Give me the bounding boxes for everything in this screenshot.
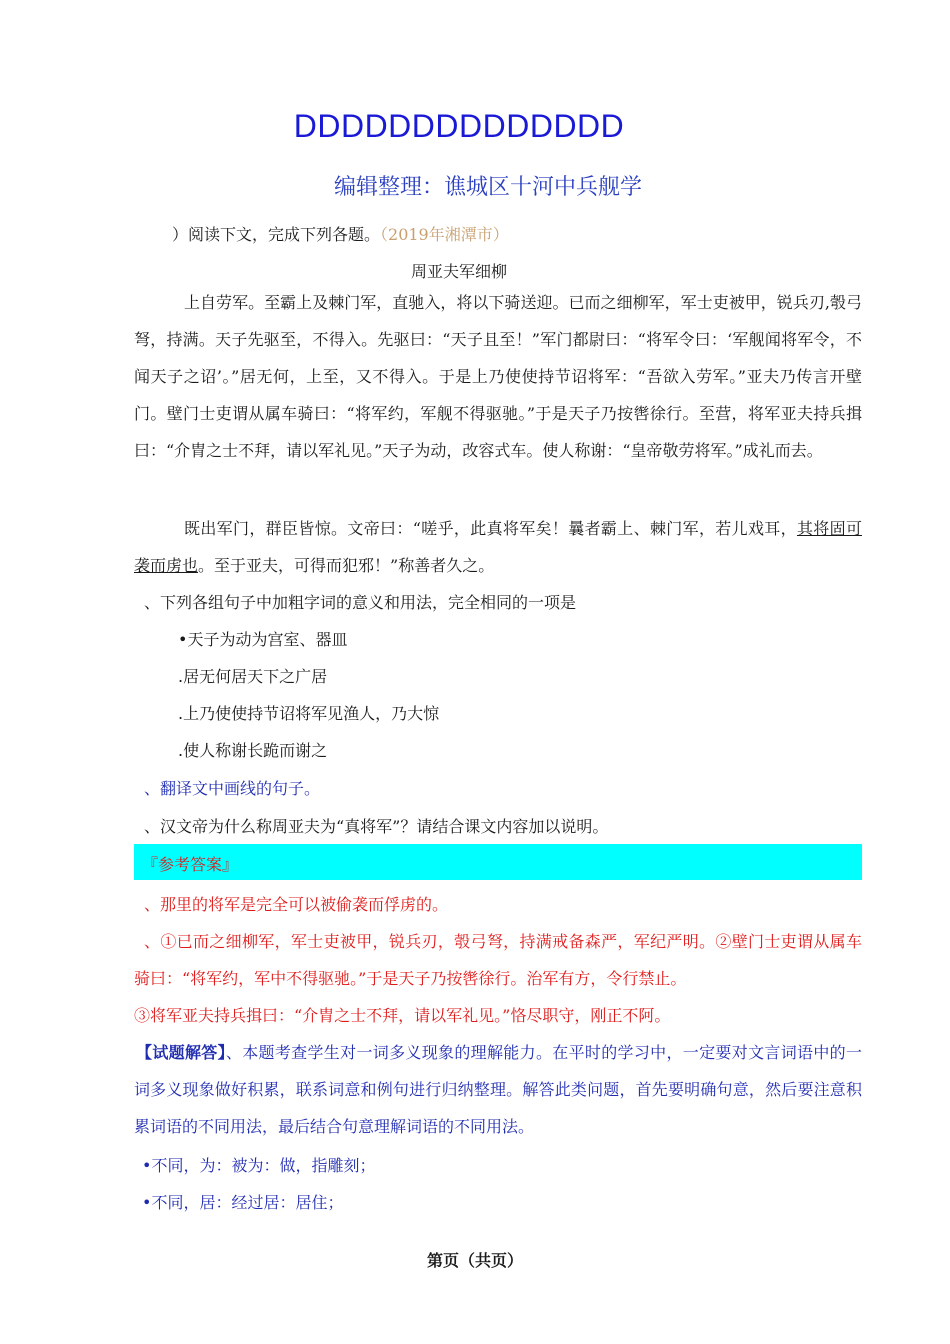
question-3: 、汉文帝为什么称周亚夫为“真将军”？请结合课文内容加以说明。	[144, 817, 609, 836]
option-c: .上乃使使持节诏将军见渔人，乃大惊	[178, 704, 440, 723]
question-2: 、翻译文中画线的句子。	[144, 779, 321, 798]
passage-paragraph-1: 上自劳军。至霸上及棘门军，直驰入，将以下骑送迎。已而之细柳军，军士吏被甲，锐兵刃,彀弓弩，持满。天子先驱至，不得入。先驱曰：“天子且至！”军门都尉曰：“将军令曰：‘军舰闻将军令，不闻天子之诏’。”居无何，上至，又不得入。于是上乃使使持节诏将军：“吾欲入劳军。”亚夫乃传言开壁门。壁门士吏谓从属车骑曰：“将军约，军舰不得驱驰。”于是天子乃按辔徐行。至营，将军亚夫持兵揖曰：“介胄之士不拜，请以军礼见。”天子为动，改容式车。使人称谢：“皇帝敬劳将军。”成礼而去。	[134, 293, 862, 460]
answer-1: 、那里的将军是完全可以被偷袭而俘虏的。	[144, 895, 449, 914]
answer-label: 『参考答案』	[142, 855, 239, 874]
reading-instruction	[172, 216, 509, 253]
passage-title: 周亚夫军细柳	[410, 262, 507, 281]
analysis-paragraph	[134, 1034, 862, 1145]
option-d: .使人称谢长跪而谢之	[178, 741, 328, 760]
underlined-sentence: 其将固可袭而虏也	[134, 519, 862, 575]
instruction-text: ）阅读下文，完成下列各题。	[172, 225, 381, 244]
answer-2: 、①已而之细柳军，军士吏被甲，锐兵刃，彀弓弩，持满戒备森严，军纪严明。②壁门士吏谓从属车骑曰：“将军约，军中不得驱驰。”于是天子乃按辔徐行。治军有方，令行禁止。	[134, 932, 862, 988]
paragraph-2-text-a: 既出军门，群臣皆惊。文帝曰：“嗟乎，此真将军矣！曩者霸上、棘门军，若儿戏耳，	[184, 519, 797, 538]
document-subtitle: 编辑整理：谯城区十河中兵舰学	[334, 175, 643, 200]
passage-paragraph-2	[134, 510, 862, 584]
answer-header-bar	[134, 844, 862, 880]
document-title: DDDDDDDDDDDDDD	[293, 108, 625, 144]
analysis-point-1: •不同，为：被为：做，指雕刻；	[142, 1156, 376, 1175]
analysis-tag: 【试题解答】	[136, 1043, 226, 1062]
option-b: .居无何居天下之广居	[178, 667, 328, 686]
source-note: （2019年湘潭市）	[380, 225, 509, 244]
question-1: 、下列各组句子中加粗字词的意义和用法，完全相同的一项是	[144, 593, 577, 612]
analysis-text: 、本题考查学生对一词多义现象的理解能力。在平时的学习中，一定要对文言词语中的一词多义现象做好积累，联系词意和例句进行归纳整理。解答此类问题，首先要明确句意，然后要注意积累词语的不同用法，最后结合句意理解词语的不同用法。	[134, 1043, 862, 1136]
analysis-point-2: •不同，居：经过居：居住；	[142, 1193, 344, 1212]
page-footer: 第页（共页）	[426, 1251, 523, 1270]
option-a: •天子为动为宫室、器皿	[178, 630, 348, 649]
answer-3: ③将军亚夫持兵揖曰：“介胄之士不拜，请以军礼见。”恪尽职守，刚正不阿。	[134, 1006, 671, 1025]
paragraph-2-text-b: 。至于亚夫，可得而犯邪！”称善者久之。	[198, 556, 495, 575]
